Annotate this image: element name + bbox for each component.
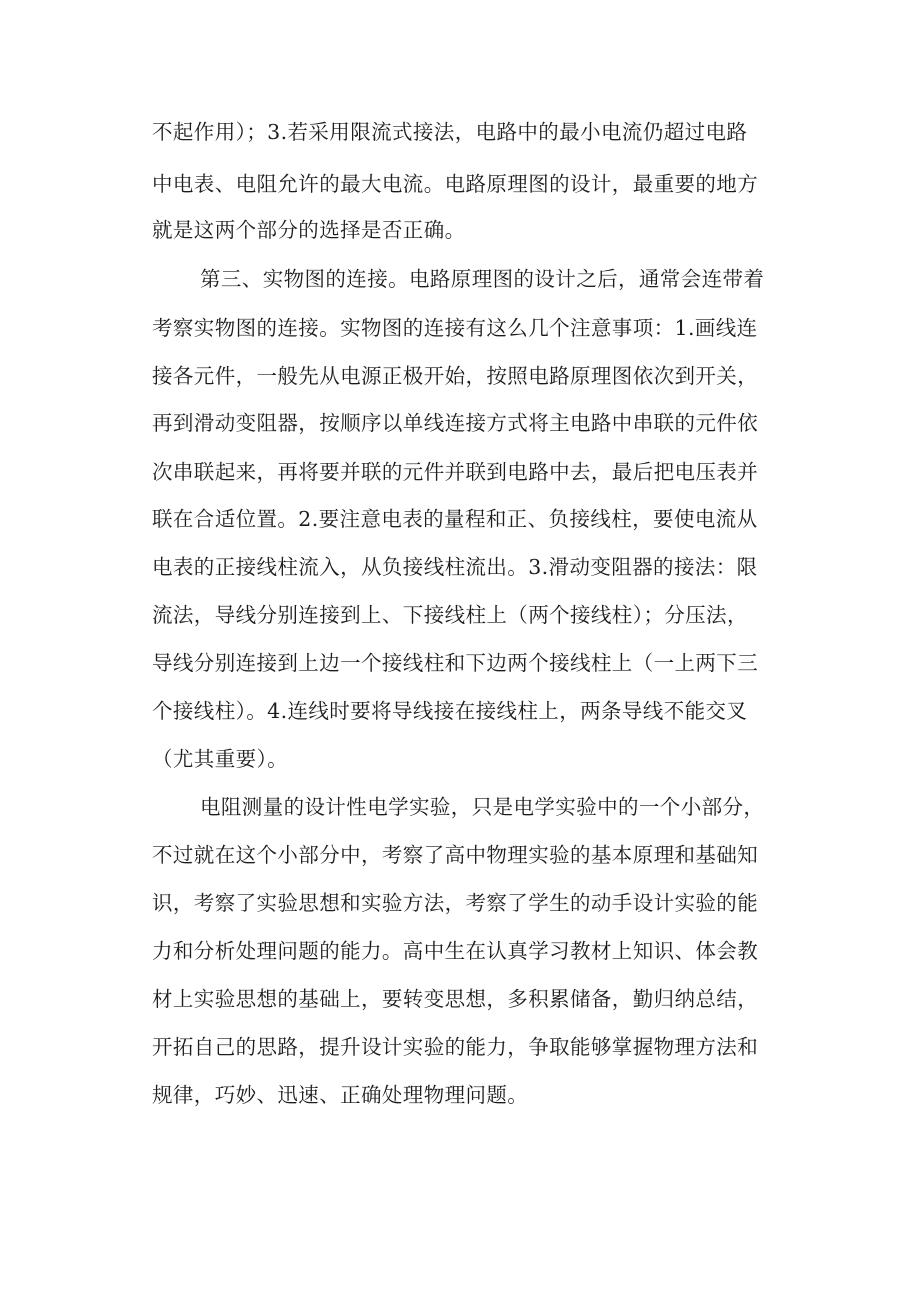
paragraph-3-line-7: 规律，巧妙、迅速、正确处理物理问题。 xyxy=(152,1083,529,1107)
paragraph-2-line-11: （尤其重要）。 xyxy=(152,747,289,771)
paragraph-2-line-4: 再到滑动变阻器，按顺序以单线连接方式将主电路中串联的元件依 xyxy=(152,411,759,435)
paragraph-1-line-3: 就是这两个部分的选择是否正确。 xyxy=(152,218,466,242)
paragraph-2-line-1: 第三、实物图的连接。电路原理图的设计之后，通常会连带着 xyxy=(200,267,765,291)
paragraph-3-line-5: 材上实验思想的基础上，要转变思想，多积累储备，勤归纳总结， xyxy=(152,987,759,1011)
paragraph-2-line-8: 流法，导线分别连接到上、下接线柱上（两个接线柱）；分压法， xyxy=(152,603,748,627)
paragraph-2-line-6: 联在合适位置。2.要注意电表的量程和正、负接线柱，要使电流从 xyxy=(152,507,758,531)
paragraph-3-line-4: 力和分析处理问题的能力。高中生在认真学习教材上知识、体会教 xyxy=(152,939,759,963)
paragraph-3-line-6: 开拓自己的思路，提升设计实验的能力，争取能够掌握物理方法和 xyxy=(152,1035,759,1059)
paragraph-2-line-5: 次串联起来，再将要并联的元件并联到电路中去，最后把电压表并 xyxy=(152,460,759,484)
paragraph-2-line-2: 考察实物图的连接。实物图的连接有这么几个注意事项：1.画线连 xyxy=(152,316,758,340)
paragraph-2-line-3: 接各元件，一般先从电源正极开始，按照电路原理图依次到开关， xyxy=(152,364,759,388)
paragraph-3-line-2: 不过就在这个小部分中，考察了高中物理实验的基本原理和基础知 xyxy=(152,843,759,867)
paragraph-2-line-7: 电表的正接线柱流入，从负接线柱流出。3.滑动变阻器的接法：限 xyxy=(152,555,758,579)
paragraph-1-line-1: 不起作用）；3.若采用限流式接法，电路中的最小电流仍超过电路 xyxy=(152,120,748,144)
paragraph-2-line-9: 导线分别连接到上边一个接线柱和下边两个接线柱上（一上两下三 xyxy=(152,651,759,675)
paragraph-3-line-1: 电阻测量的设计性电学实验，只是电学实验中的一个小部分， xyxy=(200,795,765,819)
paragraph-1-line-2: 中电表、电阻允许的最大电流。电路原理图的设计，最重要的地方 xyxy=(152,172,759,196)
paragraph-2-line-10: 个接线柱）。4.连线时要将导线接在接线柱上，两条导线不能交叉 xyxy=(152,699,748,723)
paragraph-3-line-3: 识，考察了实验思想和实验方法，考察了学生的动手设计实验的能 xyxy=(152,891,759,915)
